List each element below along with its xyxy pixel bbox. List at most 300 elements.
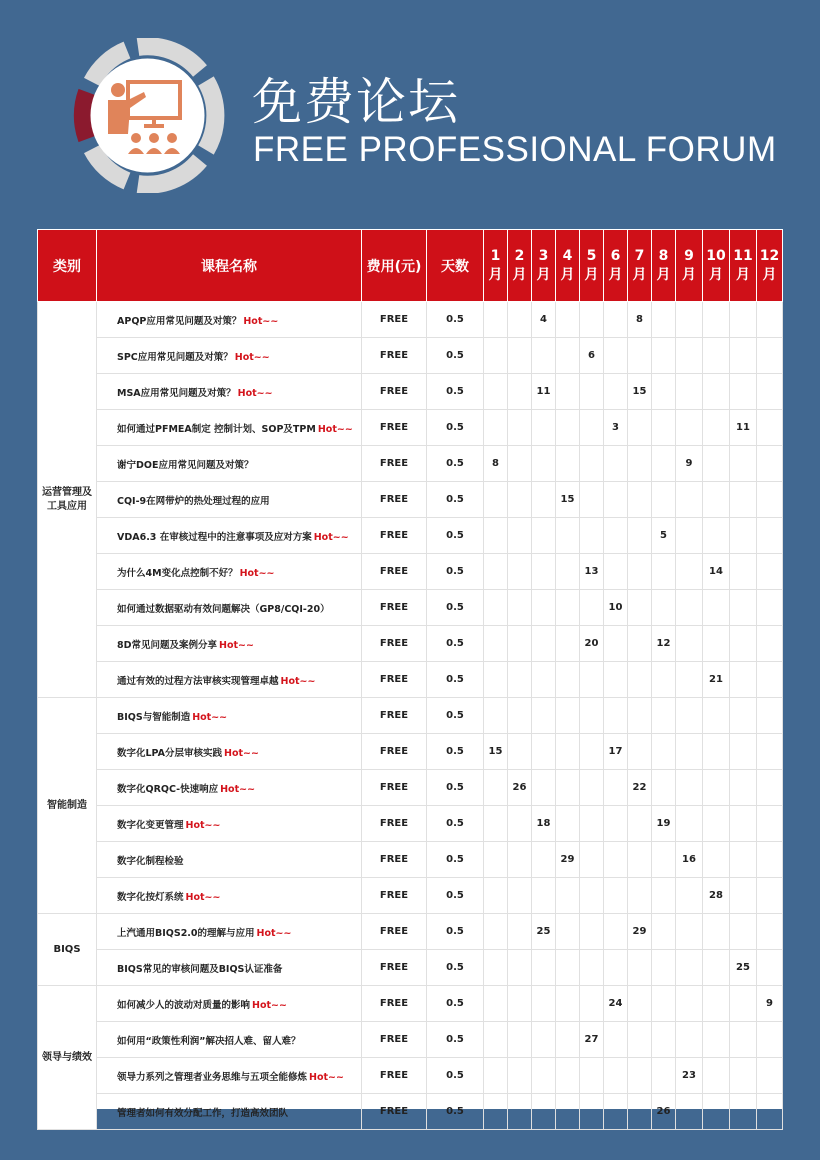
month-cell xyxy=(580,842,604,878)
hot-badge: Hot~~ xyxy=(309,1071,344,1083)
month-cell xyxy=(628,878,652,914)
month-cell xyxy=(628,338,652,374)
course-name: 管理者如何有效分配工作，打造高效团队 xyxy=(117,1107,289,1119)
fee-cell: FREE xyxy=(362,302,427,338)
course-name: 为什么4M变化点控制不好？ xyxy=(117,567,238,579)
month-cell xyxy=(556,878,580,914)
month-cell xyxy=(484,986,508,1022)
month-cell xyxy=(556,554,580,590)
days-cell: 0.5 xyxy=(427,842,484,878)
month-cell xyxy=(730,662,757,698)
month-cell xyxy=(757,446,783,482)
month-cell xyxy=(730,734,757,770)
month-cell xyxy=(652,842,676,878)
month-cell xyxy=(652,374,676,410)
month-cell xyxy=(703,734,730,770)
month-cell xyxy=(703,842,730,878)
month-cell xyxy=(703,338,730,374)
category-cell: 智能制造 xyxy=(38,698,97,914)
month-cell xyxy=(532,1094,556,1130)
course-name: 数字化变更管理 xyxy=(117,819,184,831)
month-cell: 12 xyxy=(652,626,676,662)
table-row xyxy=(38,806,783,842)
month-cell xyxy=(652,1058,676,1094)
month-cell xyxy=(703,698,730,734)
fee-cell: FREE xyxy=(362,518,427,554)
hot-badge: Hot~~ xyxy=(239,567,275,579)
month-cell: 9 xyxy=(676,446,703,482)
month-cell xyxy=(484,518,508,554)
month-cell xyxy=(676,338,703,374)
table-row xyxy=(38,842,783,878)
days-cell: 0.5 xyxy=(427,914,484,950)
course-name: 如何减少人的波动对质量的影响 xyxy=(117,999,251,1011)
month-cell: 25 xyxy=(532,914,556,950)
fee-cell: FREE xyxy=(362,842,427,878)
month-cell xyxy=(757,626,783,662)
month-cell xyxy=(757,914,783,950)
days-cell: 0.5 xyxy=(427,878,484,914)
month-cell xyxy=(484,626,508,662)
month-cell xyxy=(703,374,730,410)
month-cell xyxy=(484,662,508,698)
month-cell xyxy=(580,662,604,698)
month-cell xyxy=(730,374,757,410)
month-cell: 8 xyxy=(484,446,508,482)
course-name-cell xyxy=(97,1058,362,1094)
month-cell xyxy=(757,806,783,842)
month-cell xyxy=(532,842,556,878)
header-month-8 xyxy=(652,230,676,302)
month-cell xyxy=(676,986,703,1022)
month-cell xyxy=(604,302,628,338)
fee-cell: FREE xyxy=(362,374,427,410)
hot-badge: Hot~~ xyxy=(224,747,259,759)
days-cell: 0.5 xyxy=(427,302,484,338)
header-days: 天数 xyxy=(427,230,484,302)
header-month-number: 2 xyxy=(514,247,525,264)
month-cell xyxy=(580,410,604,446)
month-cell xyxy=(730,770,757,806)
month-cell: 25 xyxy=(730,950,757,986)
month-cell: 9 xyxy=(757,986,783,1022)
month-cell xyxy=(676,590,703,626)
month-cell: 26 xyxy=(652,1094,676,1130)
header-month-number: 7 xyxy=(634,247,645,264)
month-cell xyxy=(652,734,676,770)
fee-cell: FREE xyxy=(362,734,427,770)
table-row xyxy=(38,1058,783,1094)
month-cell xyxy=(676,950,703,986)
month-cell xyxy=(556,338,580,374)
category-cell: 运营管理及工具应用 xyxy=(38,302,97,698)
month-cell xyxy=(556,1094,580,1130)
days-cell: 0.5 xyxy=(427,482,484,518)
header-month-unit: 月 xyxy=(512,266,527,283)
days-cell: 0.5 xyxy=(427,338,484,374)
header-month-number: 9 xyxy=(684,247,694,264)
month-cell xyxy=(508,482,532,518)
month-cell xyxy=(604,806,628,842)
month-cell xyxy=(580,374,604,410)
days-cell: 0.5 xyxy=(427,374,484,410)
month-cell: 14 xyxy=(703,554,730,590)
month-cell xyxy=(703,1094,730,1130)
course-name: 如何通过PFMEA制定 控制计划、SOP及TPM xyxy=(117,423,316,435)
header-month-unit: 月 xyxy=(682,266,696,283)
month-cell xyxy=(508,806,532,842)
month-cell xyxy=(703,302,730,338)
header-month-number: 8 xyxy=(658,247,669,264)
month-cell: 17 xyxy=(604,734,628,770)
month-cell xyxy=(730,626,757,662)
month-cell: 22 xyxy=(628,770,652,806)
table-row xyxy=(38,338,783,374)
month-cell xyxy=(532,986,556,1022)
month-cell xyxy=(556,914,580,950)
table-row xyxy=(38,878,783,914)
header-month-unit: 月 xyxy=(584,266,599,283)
month-cell xyxy=(757,482,783,518)
header-month-11 xyxy=(730,230,757,302)
month-cell xyxy=(628,1022,652,1058)
header-month-number: 12 xyxy=(759,247,780,264)
header-month-9 xyxy=(676,230,703,302)
month-cell xyxy=(703,1058,730,1094)
course-name-cell xyxy=(97,410,362,446)
month-cell xyxy=(556,626,580,662)
month-cell xyxy=(484,1022,508,1058)
month-cell: 4 xyxy=(532,302,556,338)
month-cell xyxy=(703,590,730,626)
month-cell xyxy=(508,1022,532,1058)
month-cell xyxy=(703,1022,730,1058)
month-cell xyxy=(508,554,532,590)
month-cell: 3 xyxy=(604,410,628,446)
fee-cell: FREE xyxy=(362,554,427,590)
month-cell xyxy=(556,806,580,842)
course-name-cell xyxy=(97,950,362,986)
month-cell xyxy=(580,806,604,842)
month-cell xyxy=(730,878,757,914)
days-cell: 0.5 xyxy=(427,734,484,770)
hot-badge: Hot~~ xyxy=(317,423,353,435)
table-row xyxy=(38,626,783,662)
fee-cell: FREE xyxy=(362,878,427,914)
month-cell xyxy=(580,1058,604,1094)
course-name: CQI-9在网带炉的热处理过程的应用 xyxy=(117,495,270,507)
table-row xyxy=(38,698,783,734)
days-cell: 0.5 xyxy=(427,554,484,590)
month-cell xyxy=(757,1058,783,1094)
month-cell xyxy=(628,410,652,446)
table-row xyxy=(38,374,783,410)
table-row xyxy=(38,950,783,986)
month-cell xyxy=(652,770,676,806)
month-cell xyxy=(730,446,757,482)
days-cell: 0.5 xyxy=(427,410,484,446)
course-name: APQP应用常见问题及对策？ xyxy=(117,315,242,327)
month-cell xyxy=(508,734,532,770)
page-subtitle: FREE PROFESSIONAL FORUM xyxy=(253,130,777,169)
header-month-number: 6 xyxy=(610,247,621,264)
hot-badge: Hot~~ xyxy=(220,783,256,795)
table-row xyxy=(38,518,783,554)
table-row xyxy=(38,302,783,338)
header-month-3 xyxy=(532,230,556,302)
month-cell xyxy=(604,1094,628,1130)
month-cell xyxy=(580,986,604,1022)
month-cell: 18 xyxy=(532,806,556,842)
month-cell xyxy=(532,626,556,662)
days-cell: 0.5 xyxy=(427,446,484,482)
month-cell xyxy=(628,662,652,698)
month-cell xyxy=(604,482,628,518)
month-cell xyxy=(508,302,532,338)
fee-cell: FREE xyxy=(362,662,427,698)
month-cell xyxy=(508,662,532,698)
month-cell xyxy=(628,842,652,878)
hot-badge: Hot~~ xyxy=(219,639,254,651)
month-cell xyxy=(484,770,508,806)
month-cell xyxy=(604,1058,628,1094)
month-cell xyxy=(604,698,628,734)
course-name-cell xyxy=(97,338,362,374)
month-cell xyxy=(652,698,676,734)
month-cell xyxy=(580,950,604,986)
hot-badge: Hot~~ xyxy=(256,927,292,939)
page-title: 免费论坛 xyxy=(252,73,460,131)
month-cell xyxy=(757,770,783,806)
course-name-cell xyxy=(97,878,362,914)
fee-cell: FREE xyxy=(362,410,427,446)
month-cell xyxy=(508,374,532,410)
course-name: 数字化QRQC-快速响应 xyxy=(117,783,219,795)
month-cell: 11 xyxy=(730,410,757,446)
table-row xyxy=(38,482,783,518)
header-month-unit: 月 xyxy=(736,266,750,283)
month-cell xyxy=(703,410,730,446)
month-cell xyxy=(484,374,508,410)
month-cell xyxy=(508,410,532,446)
header-month-number: 3 xyxy=(538,247,549,264)
fee-cell: FREE xyxy=(362,1094,427,1130)
month-cell xyxy=(508,590,532,626)
course-name: 数字化LPA分层审核实践 xyxy=(117,747,222,759)
month-cell xyxy=(556,446,580,482)
month-cell xyxy=(628,446,652,482)
month-cell xyxy=(730,518,757,554)
month-cell xyxy=(757,842,783,878)
month-cell xyxy=(580,518,604,554)
logo-presentation-icon xyxy=(70,38,225,193)
hot-badge: Hot~~ xyxy=(234,351,270,363)
hot-badge: Hot~~ xyxy=(313,531,349,543)
month-cell xyxy=(556,590,580,626)
course-name: 上汽通用BIQS2.0的理解与应用 xyxy=(117,927,255,939)
month-cell: 16 xyxy=(676,842,703,878)
header-month-4 xyxy=(556,230,580,302)
month-cell xyxy=(604,770,628,806)
header-month-2 xyxy=(508,230,532,302)
month-cell xyxy=(484,590,508,626)
month-cell xyxy=(556,518,580,554)
month-cell: 15 xyxy=(556,482,580,518)
header-category: 类别 xyxy=(38,230,97,302)
month-cell: 5 xyxy=(652,518,676,554)
month-cell xyxy=(757,554,783,590)
month-cell xyxy=(532,770,556,806)
days-cell: 0.5 xyxy=(427,626,484,662)
header-fee: 费用(元) xyxy=(362,230,427,302)
category-cell: 领导与绩效 xyxy=(38,986,97,1130)
month-cell xyxy=(508,446,532,482)
month-cell xyxy=(703,950,730,986)
month-cell: 20 xyxy=(580,626,604,662)
month-cell xyxy=(508,914,532,950)
days-cell: 0.5 xyxy=(427,770,484,806)
header-month-12 xyxy=(757,230,783,302)
table-row xyxy=(38,914,783,950)
month-cell: 26 xyxy=(508,770,532,806)
month-cell xyxy=(730,914,757,950)
days-cell: 0.5 xyxy=(427,518,484,554)
month-cell: 15 xyxy=(484,734,508,770)
table-row xyxy=(38,554,783,590)
table-row xyxy=(38,662,783,698)
month-cell xyxy=(652,878,676,914)
month-cell: 29 xyxy=(556,842,580,878)
month-cell xyxy=(508,698,532,734)
fee-cell: FREE xyxy=(362,590,427,626)
course-name: 如何用“政策性利润”解决招人难、留人难？ xyxy=(117,1035,301,1047)
course-name-cell xyxy=(97,374,362,410)
month-cell xyxy=(508,626,532,662)
month-cell: 15 xyxy=(628,374,652,410)
month-cell xyxy=(508,878,532,914)
table-row xyxy=(38,410,783,446)
course-name-cell xyxy=(97,914,362,950)
header-month-1 xyxy=(484,230,508,302)
course-name-cell xyxy=(97,1094,362,1130)
month-cell xyxy=(556,734,580,770)
month-cell xyxy=(652,986,676,1022)
month-cell xyxy=(484,842,508,878)
course-name: MSA应用常见问题及对策？ xyxy=(117,387,236,399)
month-cell xyxy=(484,806,508,842)
header-month-unit: 月 xyxy=(762,266,777,283)
course-name-cell xyxy=(97,554,362,590)
month-cell xyxy=(730,1094,757,1130)
month-cell xyxy=(484,1094,508,1130)
month-cell xyxy=(532,518,556,554)
month-cell xyxy=(703,770,730,806)
month-cell xyxy=(604,338,628,374)
month-cell xyxy=(532,1022,556,1058)
days-cell: 0.5 xyxy=(427,986,484,1022)
month-cell xyxy=(556,986,580,1022)
month-cell xyxy=(676,806,703,842)
month-cell xyxy=(604,374,628,410)
month-cell xyxy=(652,554,676,590)
month-cell xyxy=(532,482,556,518)
table-row xyxy=(38,590,783,626)
table-row xyxy=(38,770,783,806)
header-month-7 xyxy=(628,230,652,302)
course-name-cell xyxy=(97,590,362,626)
month-cell xyxy=(757,518,783,554)
month-cell xyxy=(580,446,604,482)
month-cell: 11 xyxy=(532,374,556,410)
month-cell xyxy=(508,338,532,374)
month-cell xyxy=(484,554,508,590)
month-cell xyxy=(604,446,628,482)
month-cell xyxy=(730,302,757,338)
month-cell xyxy=(730,482,757,518)
month-cell xyxy=(652,482,676,518)
month-cell xyxy=(730,1058,757,1094)
month-cell xyxy=(484,302,508,338)
month-cell: 28 xyxy=(703,878,730,914)
header-month-number: 11 xyxy=(733,247,753,264)
course-name-cell xyxy=(97,302,362,338)
course-name: 8D常见问题及案例分享 xyxy=(117,639,217,651)
header-month-number: 5 xyxy=(586,247,597,264)
month-cell xyxy=(703,914,730,950)
course-name: 领导力系列之管理者业务思维与五项全能修炼 xyxy=(117,1071,308,1083)
course-name-cell xyxy=(97,986,362,1022)
month-cell xyxy=(730,806,757,842)
month-cell xyxy=(532,950,556,986)
course-name-cell xyxy=(97,806,362,842)
schedule-table-container xyxy=(37,229,782,1119)
month-cell xyxy=(703,446,730,482)
course-name: 如何通过数据驱动有效问题解决（GP8/CQI-20） xyxy=(117,603,330,615)
header-month-number: 1 xyxy=(490,247,501,264)
fee-cell: FREE xyxy=(362,338,427,374)
month-cell xyxy=(757,302,783,338)
month-cell: 21 xyxy=(703,662,730,698)
fee-cell: FREE xyxy=(362,698,427,734)
header-month-unit: 月 xyxy=(536,266,551,283)
month-cell xyxy=(628,806,652,842)
course-name: SPC应用常见问题及对策？ xyxy=(117,351,233,363)
month-cell xyxy=(676,878,703,914)
month-cell: 23 xyxy=(676,1058,703,1094)
month-cell xyxy=(757,1022,783,1058)
table-row xyxy=(38,1094,783,1130)
month-cell xyxy=(730,590,757,626)
month-cell xyxy=(532,446,556,482)
month-cell xyxy=(604,626,628,662)
month-cell xyxy=(556,950,580,986)
month-cell xyxy=(676,410,703,446)
category-cell: BIQS xyxy=(38,914,97,986)
header-month-unit: 月 xyxy=(709,266,723,283)
month-cell xyxy=(628,1058,652,1094)
month-cell xyxy=(757,374,783,410)
course-name-cell xyxy=(97,626,362,662)
month-cell: 24 xyxy=(604,986,628,1022)
month-cell xyxy=(628,482,652,518)
month-cell xyxy=(652,338,676,374)
month-cell xyxy=(676,770,703,806)
days-cell: 0.5 xyxy=(427,1094,484,1130)
month-cell xyxy=(532,338,556,374)
month-cell xyxy=(730,842,757,878)
month-cell xyxy=(730,338,757,374)
month-cell xyxy=(484,950,508,986)
